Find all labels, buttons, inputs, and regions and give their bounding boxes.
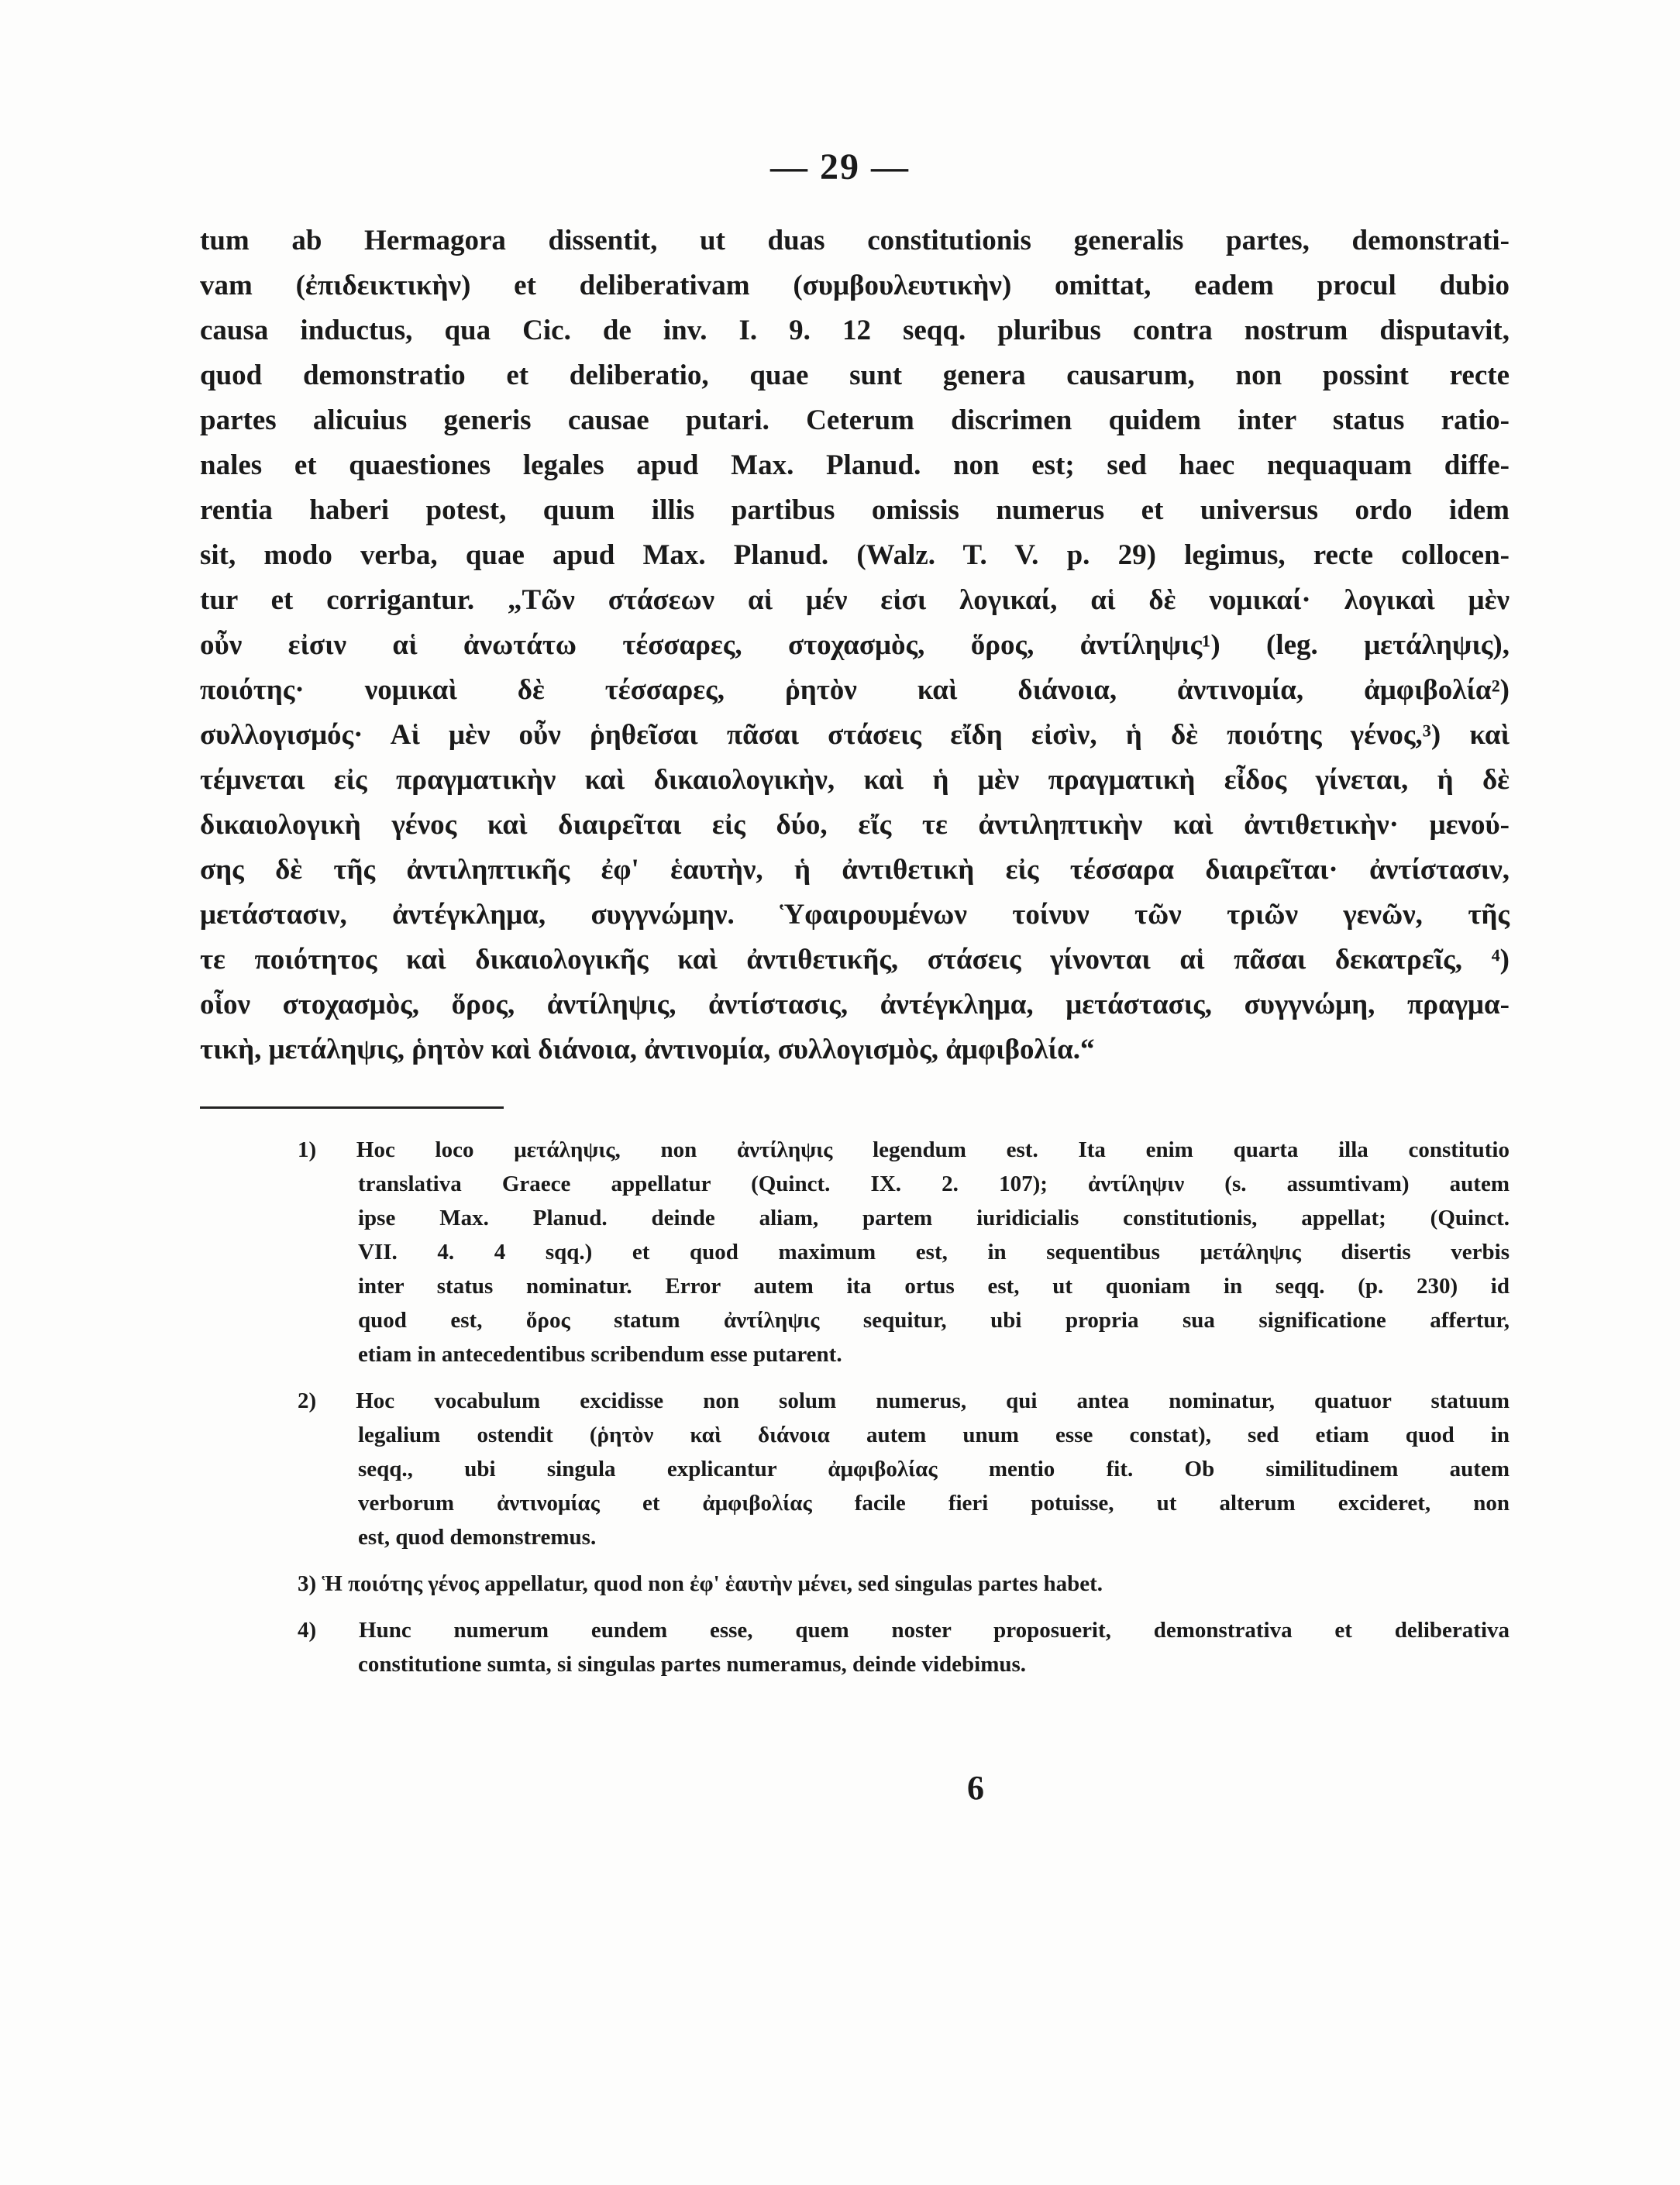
signature-mark: 6	[967, 1769, 984, 1807]
text-line: συλλογισμός· Αἱ μὲν οὖν ῥηθεῖσαι πᾶσαι στάσεις εἴδη εἰσὶν, ἡ δὲ ποιότης γένος,³) καὶ	[200, 719, 1510, 751]
text-line: δικαιολογικὴ γένος καὶ διαιρεῖται εἰς δύο, εἴς τε ἀντιληπτικὴν καὶ ἀντιθετικὴν· μενού-	[200, 809, 1510, 841]
text-line: οὖν εἰσιν αἱ ἀνωτάτω τέσσαρες, στοχασμὸς, ὅρος, ἀντίληψις¹) (leg. μετάληψις),	[200, 629, 1510, 661]
page-number: — 29 —	[770, 146, 910, 188]
footnotes	[298, 1133, 1510, 1681]
text-line: οἷον στοχασμὸς, ὅρος, ἀντίληψις, ἀντίστασις, ἀντέγκλημα, μετάστασις, συγγνώμη, πραγμα-	[200, 989, 1510, 1020]
footnote-line: seqq., ubi singula explicantur ἀμφιβολίας mentio fit. Ob similitudinem autem	[358, 1457, 1510, 1481]
footnote-line: est, quod demonstremus.	[358, 1525, 597, 1550]
footnote-gap	[304, 1554, 1510, 1567]
footnote-4	[298, 1613, 1510, 1681]
footnote-line: 4) Hunc numerum eundem esse, quem noster proposuerit, demonstrativa et deliberativa	[298, 1618, 1510, 1643]
footnote-line: quod est, ὅρος statum ἀντίληψις sequitur, ubi propria sua significatione affertur,	[358, 1308, 1510, 1333]
footnote-line: 1) Hoc loco μετάληψις, non ἀντίληψις legendum est. Ita enim quarta illa constitutio	[298, 1137, 1510, 1162]
footnote-separator	[200, 1106, 504, 1109]
text-line: τε ποιότητος καὶ δικαιολογικῆς καὶ ἀντιθετικῆς, στάσεις γίνονται αἱ πᾶσαι δεκατρεῖς, ⁴)	[200, 944, 1510, 976]
footnote-line: verborum ἀντινομίας et ἀμφιβολίας facile fieri potuisse, ut alterum excideret, non	[358, 1491, 1510, 1516]
text-line: tur et corrigantur. „Τῶν στάσεων αἱ μέν εἰσι λογικαί, αἱ δὲ νομικαί· λογικαὶ μὲν	[200, 584, 1510, 616]
footnote-line: constitutione sumta, si singulas partes numeramus, deinde videbimus.	[358, 1652, 1027, 1677]
main-text	[200, 218, 1510, 1072]
footnote-line: inter status nominatur. Error autem ita ortus est, ut quoniam in seqq. (p. 230) id	[358, 1274, 1510, 1299]
footnote-line: etiam in antecedentibus scribendum esse putarent.	[358, 1342, 842, 1367]
footnote-3	[298, 1567, 1510, 1601]
footnote-line: 3) Ἡ ποιότης γένος appellatur, quod non ἐφ' ἑαυτὴν μένει, sed singulas partes habet.	[298, 1571, 1103, 1596]
text-line: quod demonstratio et deliberatio, quae sunt genera causarum, non possint recte	[200, 360, 1510, 391]
text-line: tum ab Hermagora dissentit, ut duas constitutionis generalis partes, demonstrati-	[200, 225, 1510, 256]
footnote-line: 2) Hoc vocabulum excidisse non solum numerus, qui antea nominatur, quatuor statuum	[298, 1388, 1510, 1413]
footnote-2	[298, 1384, 1510, 1554]
text-line: rentia haberi potest, quum illis partibus omissis numerus et universus ordo idem	[200, 494, 1510, 526]
footnote-gap	[304, 1601, 1510, 1613]
footnote-1	[298, 1133, 1510, 1371]
text-line: vam (ἐπιδεικτικὴν) et deliberativam (συμβουλευτικὴν) omittat, eadem procul dubio	[200, 270, 1510, 301]
text-line: σης δὲ τῆς ἀντιληπτικῆς ἐφ' ἑαυτὴν, ἡ ἀντιθετικὴ εἰς τέσσαρα διαιρεῖται· ἀντίστασιν,	[200, 854, 1510, 886]
text-line: τέμνεται εἰς πραγματικὴν καὶ δικαιολογικὴν, καὶ ἡ μὲν πραγματικὴ εἶδος γίνεται, ἡ δὲ	[200, 764, 1510, 796]
text-line: ποιότης· νομικαὶ δὲ τέσσαρες, ῥητὸν καὶ διάνοια, ἀντινομία, ἀμφιβολία²)	[200, 674, 1510, 706]
footnote-line: translativa Graece appellatur (Quinct. IX. 2. 107); ἀντίληψιν (s. assumtivam) autem	[358, 1172, 1510, 1196]
footnote-line: legalium ostendit (ῥητὸν καὶ διάνοια autem unum esse constat), sed etiam quod in	[358, 1423, 1510, 1447]
text-line: sit, modo verba, quae apud Max. Planud. (Walz. T. V. p. 29) legimus, recte collocen-	[200, 539, 1510, 571]
footnote-gap	[304, 1371, 1510, 1384]
text-line: partes alicuius generis causae putari. Ceterum discrimen quidem inter status ratio-	[200, 404, 1510, 436]
text-line: nales et quaestiones legales apud Max. Planud. non est; sed haec nequaquam diffe-	[200, 449, 1510, 481]
text-line: τικὴ, μετάληψις, ῥητὸν καὶ διάνοια, ἀντινομία, συλλογισμὸς, ἀμφιβολία.“	[200, 1034, 1095, 1065]
text-line: μετάστασιν, ἀντέγκλημα, συγγνώμην. Ὑφαιρουμένων τοίνυν τῶν τριῶν γενῶν, τῆς	[200, 899, 1510, 931]
text-line: causa inductus, qua Cic. de inv. I. 9. 12 seqq. pluribus contra nostrum disputavit,	[200, 315, 1510, 346]
footnote-line: ipse Max. Planud. deinde aliam, partem iuridicialis constitutionis, appellat; (Quinct.	[358, 1206, 1510, 1230]
footnote-line: VII. 4. 4 sqq.) et quod maximum est, in sequentibus μετάληψις disertis verbis	[358, 1240, 1510, 1265]
